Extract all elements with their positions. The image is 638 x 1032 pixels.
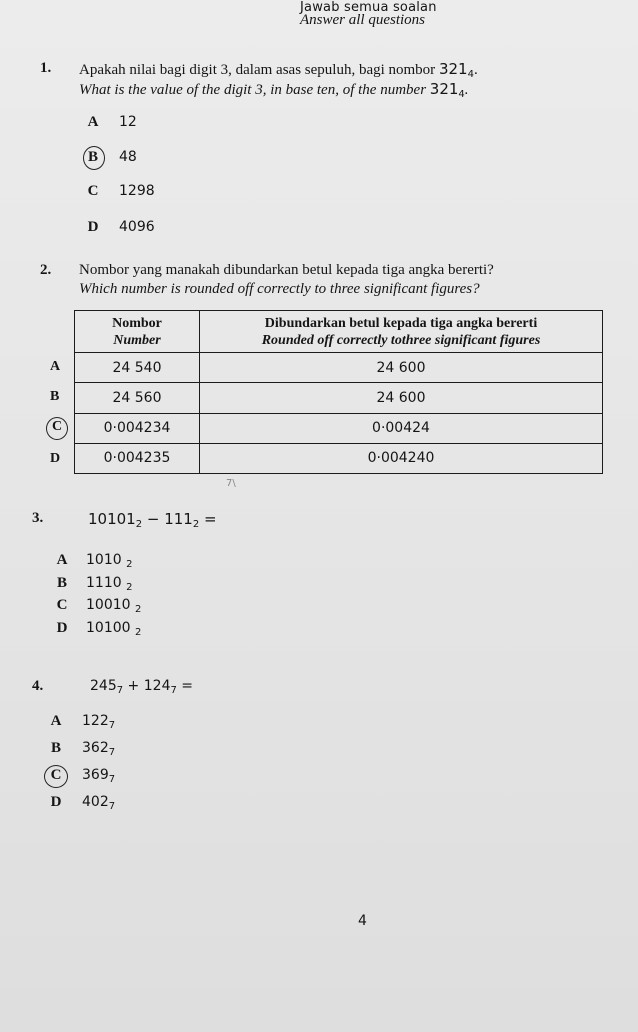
page-number: 4 (358, 913, 367, 929)
table-cell-rounded: 24 600 (200, 353, 603, 383)
question-1-text-english: What is the value of the digit 3, in base ten, of the number $321_4$. (79, 80, 469, 100)
question-3-number: 3. (32, 510, 44, 526)
q2-row-letter-a[interactable]: A (50, 359, 61, 374)
table-cell-number: 24 540 (75, 353, 200, 383)
question-1-number: 1. (40, 60, 52, 76)
question-2-number: 2. (40, 262, 52, 278)
pencil-mark: 7\ (226, 478, 236, 489)
significant-figures-table (74, 310, 603, 474)
question-2-text-english: Which number is rounded off correctly to three significant figures? (79, 281, 480, 297)
question-2-text-malay: Nombor yang manakah dibundarkan betul kepada tiga angka bererti? (79, 262, 494, 278)
question-1-text-malay: Apakah nilai bagi digit 3, dalam asas sepuluh, bagi nombor $321_4$. (79, 60, 478, 80)
q2-row-letter-d[interactable]: D (50, 451, 61, 466)
instruction-english: Answer all questions (300, 12, 426, 28)
table-cell-rounded: 24 600 (200, 383, 603, 413)
instruction-malay: Jawab semua soalan (300, 0, 437, 15)
table-header-row (75, 311, 603, 353)
q2-row-letter-c[interactable]: C (52, 419, 63, 434)
table-header-number: Nombor Number (75, 311, 200, 353)
table-row (75, 413, 603, 443)
table-row (75, 383, 603, 413)
table-row (75, 353, 603, 383)
question-4-expression: $245_7 + 124_7$ = (90, 678, 194, 696)
table-row (75, 443, 603, 473)
table-cell-number: 0·004234 (75, 413, 200, 443)
question-3-expression: $10101_2 - 111_2$ = (88, 510, 217, 530)
table-header-rounded: Dibundarkan betul kepada tiga angka bererti Rounded off correctly tothree significant figures (200, 311, 603, 353)
table-cell-number: 24 560 (75, 383, 200, 413)
q2-row-letter-b[interactable]: B (50, 389, 60, 404)
table-cell-rounded: 0·00424 (200, 413, 603, 443)
table-cell-rounded: 0·004240 (200, 443, 603, 473)
table-cell-number: 0·004235 (75, 443, 200, 473)
question-4-number: 4. (32, 678, 44, 694)
